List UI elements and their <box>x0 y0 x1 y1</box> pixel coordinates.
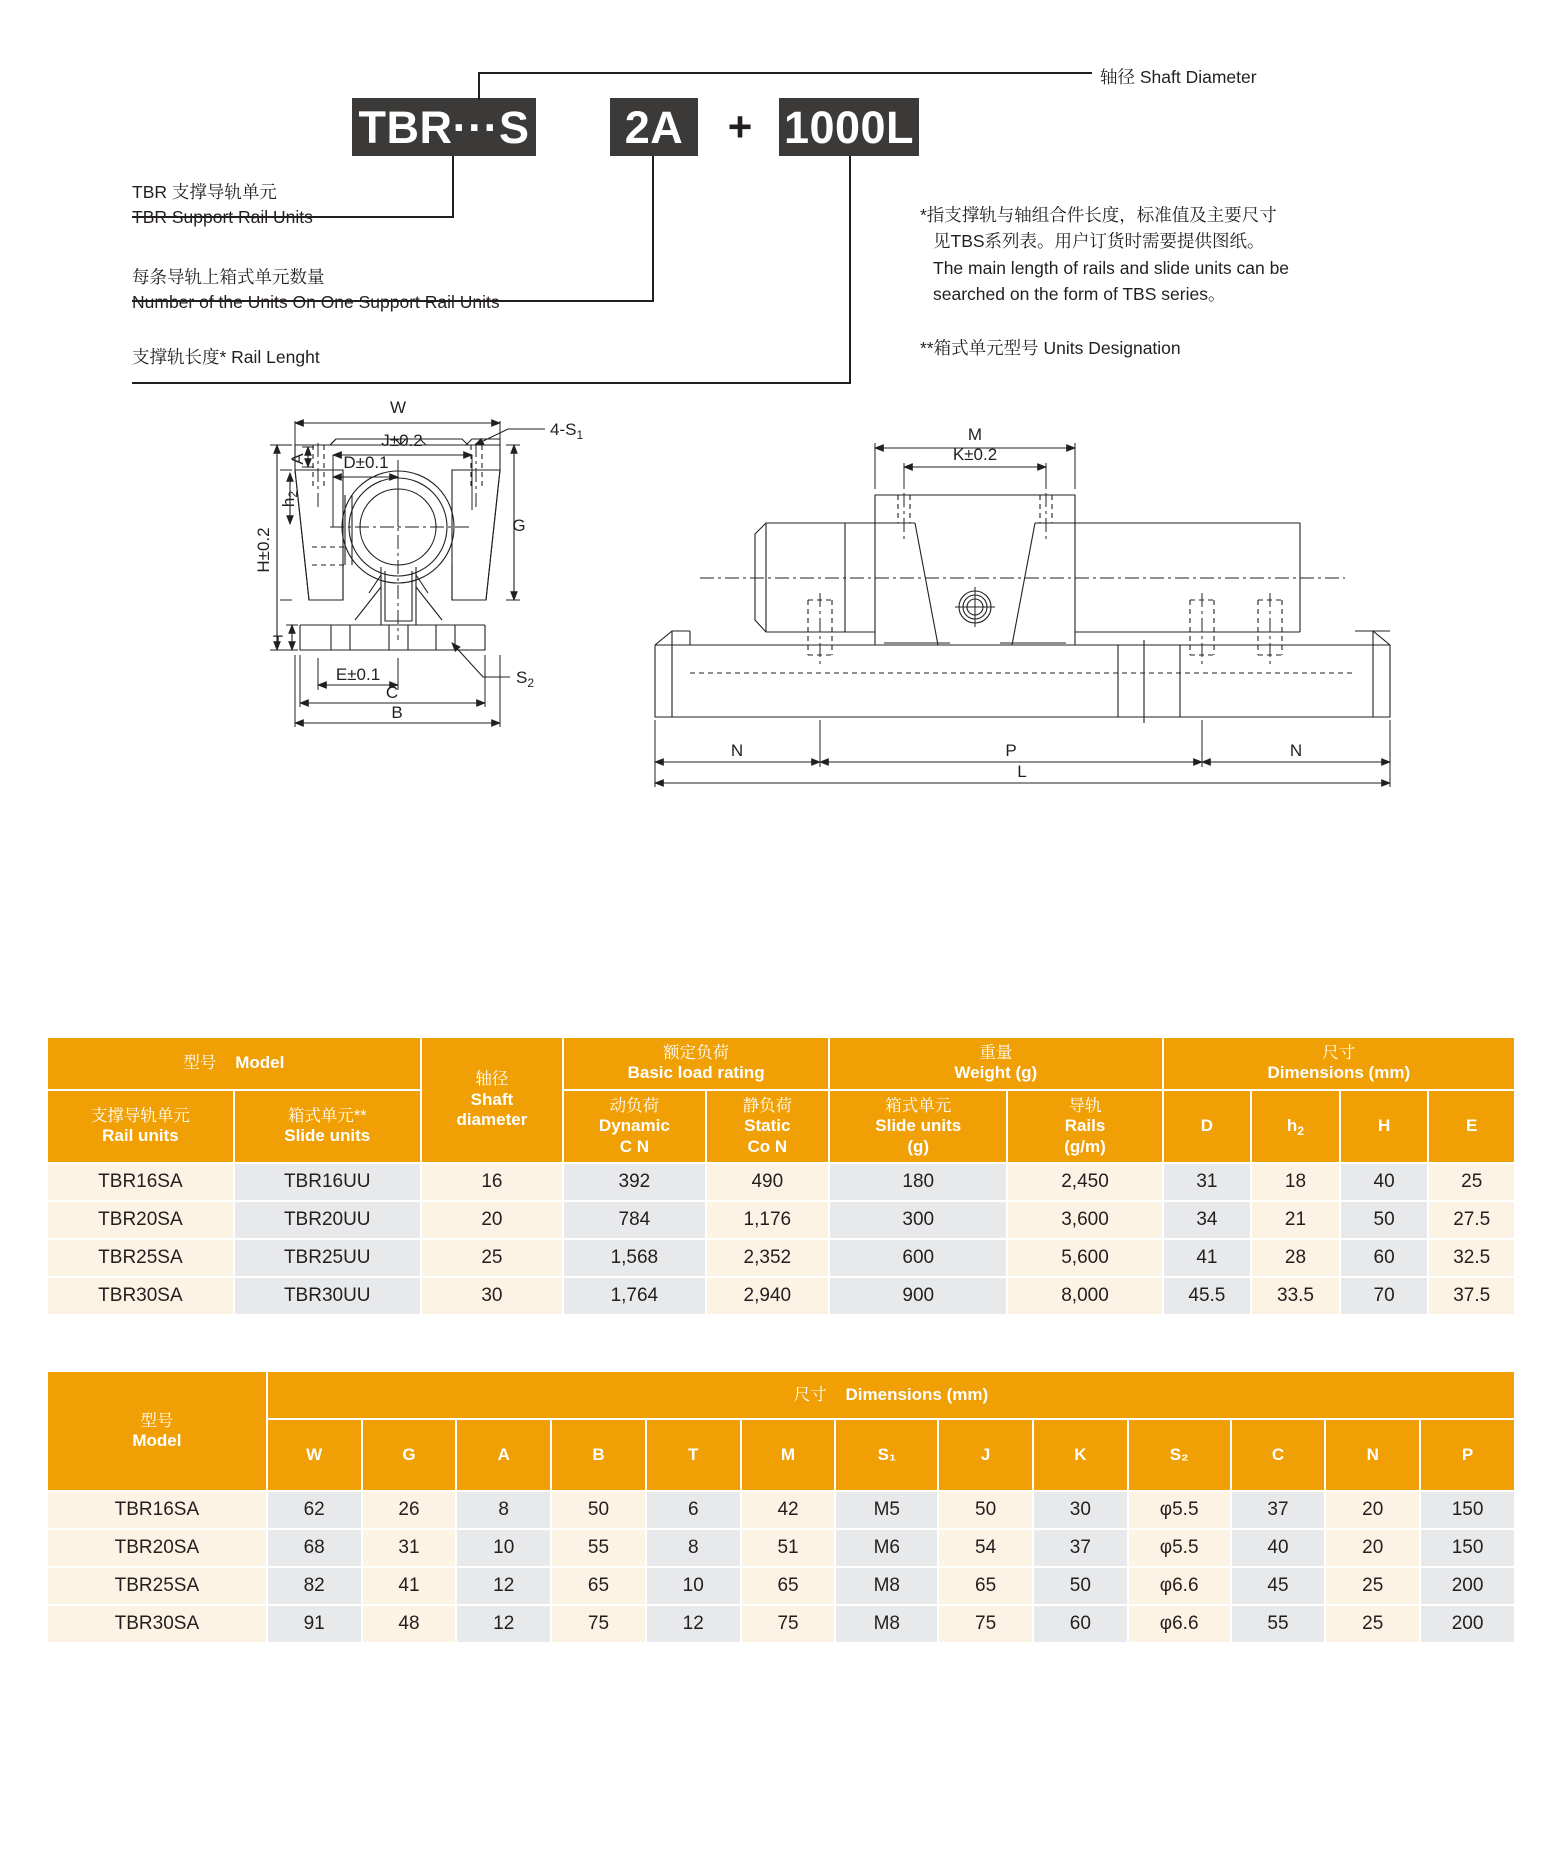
cell-W: 82 <box>268 1568 361 1604</box>
table-row <box>48 1492 1514 1528</box>
th-dynamic-en2: C N <box>619 1136 649 1156</box>
th-slide-units-en: Slide units <box>284 1126 371 1146</box>
code-box-model: TBR···S <box>352 98 536 156</box>
cell-wslide: 180 <box>830 1164 1006 1200</box>
th-weight-rails-en2: (g/m) <box>1064 1136 1106 1156</box>
cell-E: 25 <box>1429 1164 1514 1200</box>
th2-col-B: B <box>552 1420 645 1490</box>
cell-W: 91 <box>268 1606 361 1642</box>
note-line-4: searched on the form of TBS series。 <box>933 283 1226 304</box>
cell-rail: TBR30SA <box>48 1278 233 1314</box>
cell-dynamic: 1,568 <box>564 1240 704 1276</box>
cell-T: 6 <box>647 1492 740 1528</box>
technical-drawings <box>0 398 1563 855</box>
cell-wrails: 8,000 <box>1008 1278 1161 1314</box>
cell-static: 490 <box>707 1164 828 1200</box>
cell-K: 50 <box>1034 1568 1127 1604</box>
cell-E: 32.5 <box>1429 1240 1514 1276</box>
cell-B: 50 <box>552 1492 645 1528</box>
cell-D: 45.5 <box>1164 1278 1251 1314</box>
th-static-cn: 静负荷 <box>742 1096 793 1115</box>
th-model-group <box>48 1038 420 1089</box>
cell-wrails: 2,450 <box>1008 1164 1161 1200</box>
cell-C: 37 <box>1232 1492 1325 1528</box>
cell-S1: M8 <box>836 1606 937 1642</box>
th2-dim-group-en: Dimensions (mm) <box>845 1384 989 1404</box>
cell-S2: φ5.5 <box>1129 1492 1230 1528</box>
table-row <box>48 1164 1514 1200</box>
th-weight-rails <box>1008 1091 1161 1163</box>
cell-model: TBR30SA <box>48 1606 266 1642</box>
dim-label-4S1: $4-S_1$ <box>550 420 584 442</box>
note-line-3: The main length of rails and slide units can be <box>933 257 1290 278</box>
cell-P: 200 <box>1421 1606 1514 1642</box>
th2-model-en: Model <box>132 1430 182 1450</box>
cell-M: 51 <box>742 1530 835 1566</box>
table2-header-row-1 <box>48 1372 1514 1418</box>
cell-W: 68 <box>268 1530 361 1566</box>
th-dynamic-en1: Dynamic <box>598 1115 670 1135</box>
cell-dynamic: 1,764 <box>564 1278 704 1314</box>
th2-col-S1: S₁ <box>836 1420 937 1490</box>
cell-K: 60 <box>1034 1606 1127 1642</box>
th-model-group-cn: 型号 <box>183 1054 217 1073</box>
cell-S2: φ6.6 <box>1129 1568 1230 1604</box>
cell-E: 37.5 <box>1429 1278 1514 1314</box>
callout-rail-length: 支撑轨长度* Rail Lenght <box>132 347 320 367</box>
cell-G: 48 <box>363 1606 456 1642</box>
th2-col-P: P <box>1421 1420 1514 1490</box>
cell-G: 41 <box>363 1568 456 1604</box>
cell-wrails: 3,600 <box>1008 1202 1161 1238</box>
th-weight-slide <box>830 1091 1006 1163</box>
th2-col-C: C <box>1232 1420 1325 1490</box>
table1 <box>46 1036 1516 1316</box>
dim-label-C: C <box>385 683 399 702</box>
th2-col-G: G <box>363 1420 456 1490</box>
dim-label-H: H±0.2 <box>254 527 273 573</box>
drawing-svg <box>0 398 1563 855</box>
cell-C: 45 <box>1232 1568 1325 1604</box>
code-box-units: 2A <box>610 98 698 156</box>
th2-model <box>48 1372 266 1490</box>
callout-shaft-diameter: 轴径 Shaft Diameter <box>1100 67 1257 87</box>
dim-label-E: E±0.1 <box>335 665 381 684</box>
callout-number-units-en: Number of the Units On One Support Rail Units <box>132 292 500 313</box>
th-shaft-en2: diameter <box>456 1110 528 1130</box>
th-weight-rails-cn: 导轨 <box>1068 1096 1102 1115</box>
table2 <box>46 1370 1516 1644</box>
cell-model: TBR25SA <box>48 1568 266 1604</box>
th-weight-group-en: Weight (g) <box>954 1063 1038 1083</box>
leader-shaft-horz <box>478 72 1092 74</box>
cell-S1: M5 <box>836 1492 937 1528</box>
cell-rail: TBR25SA <box>48 1240 233 1276</box>
cell-N: 25 <box>1326 1568 1419 1604</box>
dim-label-B: B <box>391 703 403 722</box>
cell-h2: 21 <box>1252 1202 1339 1238</box>
th-load-group-en: Basic load rating <box>627 1063 765 1083</box>
leader-numunits-vert <box>652 156 654 302</box>
th-static-en2: Co N <box>747 1136 788 1156</box>
th-dim-h2 <box>1252 1091 1339 1163</box>
cell-B: 55 <box>552 1530 645 1566</box>
th2-col-J: J <box>939 1420 1032 1490</box>
th2-col-N: N <box>1326 1420 1419 1490</box>
th-shaft-cn: 轴径 <box>475 1070 509 1089</box>
th-weight-group <box>830 1038 1162 1089</box>
th-dim-group-en: Dimensions (mm) <box>1267 1063 1411 1083</box>
th2-model-cn: 型号 <box>140 1411 174 1430</box>
th-rail-units-en: Rail units <box>102 1126 179 1146</box>
th-rail-units-cn: 支撑导轨单元 <box>90 1107 190 1126</box>
cell-G: 26 <box>363 1492 456 1528</box>
th2-col-S2: S₂ <box>1129 1420 1230 1490</box>
cell-static: 2,352 <box>707 1240 828 1276</box>
cell-H: 70 <box>1341 1278 1428 1314</box>
table2-body <box>48 1492 1514 1642</box>
th-dim-h2-letter: h <box>1286 1116 1298 1136</box>
dim-label-L: L <box>1017 762 1027 781</box>
th-slide-units-cn: 箱式单元** <box>287 1107 367 1126</box>
th2-col-A: A <box>457 1420 550 1490</box>
cell-wslide: 900 <box>830 1278 1006 1314</box>
table-row <box>48 1240 1514 1276</box>
code-box-length: 1000L <box>779 98 919 156</box>
designation-diagram <box>0 0 1563 400</box>
note-line-1: *指支撑轨与轴组合件长度，标准值及主要尺寸 <box>920 205 1277 225</box>
cell-rail: TBR16SA <box>48 1164 233 1200</box>
dim-label-h2: h2 <box>279 490 300 508</box>
table1-header-row-2 <box>48 1091 1514 1163</box>
table-row <box>48 1278 1514 1314</box>
dim-label-N-left: N <box>730 741 744 760</box>
callout-number-units-cn: 每条导轨上箱式单元数量 <box>132 267 325 287</box>
note-units-designation <box>920 335 1181 361</box>
cell-h2: 18 <box>1252 1164 1339 1200</box>
table-row <box>48 1530 1514 1566</box>
th-static-en1: Static <box>744 1115 791 1135</box>
cell-A: 10 <box>457 1530 550 1566</box>
cell-shaft: 20 <box>422 1202 562 1238</box>
th-weight-rails-en1: Rails <box>1064 1115 1106 1135</box>
cell-wrails: 5,600 <box>1008 1240 1161 1276</box>
cell-S2: φ6.6 <box>1129 1606 1230 1642</box>
th2-col-W: W <box>268 1420 361 1490</box>
cell-M: 65 <box>742 1568 835 1604</box>
th2-col-T: T <box>647 1420 740 1490</box>
cell-N: 25 <box>1326 1606 1419 1642</box>
cell-B: 75 <box>552 1606 645 1642</box>
cell-P: 150 <box>1421 1492 1514 1528</box>
note-rail-length <box>920 202 1289 307</box>
th-dynamic-cn: 动负荷 <box>609 1096 660 1115</box>
cell-slide: TBR16UU <box>235 1164 420 1200</box>
th-dim-group-cn: 尺寸 <box>1322 1044 1356 1062</box>
dim-label-K: K±0.2 <box>952 445 998 464</box>
cell-S1: M6 <box>836 1530 937 1566</box>
cell-B: 65 <box>552 1568 645 1604</box>
dim-label-A: A <box>288 453 307 465</box>
th-weight-slide-en1: Slide units <box>875 1115 962 1135</box>
cell-h2: 33.5 <box>1252 1278 1339 1314</box>
cell-wslide: 300 <box>830 1202 1006 1238</box>
cell-A: 12 <box>457 1606 550 1642</box>
cell-M: 75 <box>742 1606 835 1642</box>
note-2-text: **箱式单元型号 Units Designation <box>920 338 1181 358</box>
callout-rail-units-en: TBR Support Rail Units <box>132 207 313 228</box>
th-model-group-en: Model <box>235 1053 285 1073</box>
th-shaft-diameter <box>422 1038 562 1162</box>
cell-D: 34 <box>1164 1202 1251 1238</box>
cell-M: 42 <box>742 1492 835 1528</box>
th-dynamic <box>564 1091 704 1163</box>
cell-J: 65 <box>939 1568 1032 1604</box>
cell-slide: TBR25UU <box>235 1240 420 1276</box>
cell-shaft: 30 <box>422 1278 562 1314</box>
cell-G: 31 <box>363 1530 456 1566</box>
plus-symbol: + <box>727 103 753 150</box>
th2-dim-group-cn: 尺寸 <box>793 1385 827 1404</box>
cell-model: TBR16SA <box>48 1492 266 1528</box>
cell-N: 20 <box>1326 1492 1419 1528</box>
dim-label-S2: $S_2$ <box>516 668 535 690</box>
table2-header-row-2 <box>48 1420 1514 1490</box>
dim-label-D: D±0.1 <box>343 453 389 472</box>
th-load-group-cn: 额定负荷 <box>663 1044 730 1062</box>
th2-col-K: K <box>1034 1420 1127 1490</box>
cell-W: 62 <box>268 1492 361 1528</box>
leader-raillength-vert <box>849 156 851 384</box>
th-shaft-en1: Shaft <box>470 1089 514 1109</box>
cell-T: 12 <box>647 1606 740 1642</box>
cell-H: 50 <box>1341 1202 1428 1238</box>
cell-dynamic: 784 <box>564 1202 704 1238</box>
callout-rail-units-cn: TBR 支撑导轨单元 <box>132 182 277 202</box>
table1-header-row-1 <box>48 1038 1514 1089</box>
th-weight-slide-cn: 箱式单元 <box>885 1096 952 1115</box>
dim-label-P: P <box>1005 741 1017 760</box>
cell-N: 20 <box>1326 1530 1419 1566</box>
th-dim-h2-sub: 2 <box>1297 1123 1305 1138</box>
cell-E: 27.5 <box>1429 1202 1514 1238</box>
dim-label-J: J±0.2 <box>381 431 423 450</box>
leader-railunits-vert <box>452 156 454 218</box>
cell-dynamic: 392 <box>564 1164 704 1200</box>
cell-J: 50 <box>939 1492 1032 1528</box>
leader-raillength-horz <box>132 382 851 384</box>
cell-P: 200 <box>1421 1568 1514 1604</box>
cell-shaft: 25 <box>422 1240 562 1276</box>
cell-J: 75 <box>939 1606 1032 1642</box>
leader-shaft-vert <box>478 72 480 100</box>
cell-shaft: 16 <box>422 1164 562 1200</box>
th2-col-M: M <box>742 1420 835 1490</box>
cell-D: 41 <box>1164 1240 1251 1276</box>
th-load-group <box>564 1038 828 1089</box>
cell-C: 55 <box>1232 1606 1325 1642</box>
dim-label-G: G <box>512 516 526 535</box>
cell-K: 37 <box>1034 1530 1127 1566</box>
cell-S2: φ5.5 <box>1129 1530 1230 1566</box>
th-dim-H: H <box>1341 1091 1428 1163</box>
cell-A: 8 <box>457 1492 550 1528</box>
note-line-2: 见TBS系列表。用户订货时需要提供图纸。 <box>933 231 1265 252</box>
table-row <box>48 1202 1514 1238</box>
th-dim-group <box>1164 1038 1514 1089</box>
cell-H: 40 <box>1341 1164 1428 1200</box>
cell-D: 31 <box>1164 1164 1251 1200</box>
cell-static: 1,176 <box>707 1202 828 1238</box>
cell-slide: TBR30UU <box>235 1278 420 1314</box>
th-static <box>707 1091 828 1163</box>
cell-J: 54 <box>939 1530 1032 1566</box>
cell-static: 2,940 <box>707 1278 828 1314</box>
cell-P: 150 <box>1421 1530 1514 1566</box>
cell-C: 40 <box>1232 1530 1325 1566</box>
dim-label-N-right: N <box>1289 741 1303 760</box>
cell-wslide: 600 <box>830 1240 1006 1276</box>
callout-number-units <box>132 265 500 316</box>
th-rail-units <box>48 1091 233 1163</box>
dim-label-W: W <box>389 398 407 417</box>
cell-h2: 28 <box>1252 1240 1339 1276</box>
cell-S1: M8 <box>836 1568 937 1604</box>
table-row <box>48 1606 1514 1642</box>
th-slide-units <box>235 1091 420 1163</box>
cell-T: 8 <box>647 1530 740 1566</box>
th-dim-D: D <box>1164 1091 1251 1163</box>
specification-table-2 <box>46 1370 1516 1644</box>
cell-slide: TBR20UU <box>235 1202 420 1238</box>
cell-T: 10 <box>647 1568 740 1604</box>
cell-A: 12 <box>457 1568 550 1604</box>
cell-model: TBR20SA <box>48 1530 266 1566</box>
th-weight-group-cn: 重量 <box>979 1044 1013 1062</box>
th2-dim-group <box>268 1372 1514 1418</box>
table1-body <box>48 1164 1514 1314</box>
callout-rail-units <box>132 180 313 231</box>
th-dim-E: E <box>1429 1091 1514 1163</box>
dim-label-M: M <box>967 425 983 444</box>
dim-label-T: T <box>272 632 284 651</box>
cell-K: 30 <box>1034 1492 1127 1528</box>
cell-rail: TBR20SA <box>48 1202 233 1238</box>
specification-table-1 <box>46 1036 1516 1316</box>
cell-H: 60 <box>1341 1240 1428 1276</box>
table-row <box>48 1568 1514 1604</box>
th-weight-slide-en2: (g) <box>907 1136 930 1156</box>
